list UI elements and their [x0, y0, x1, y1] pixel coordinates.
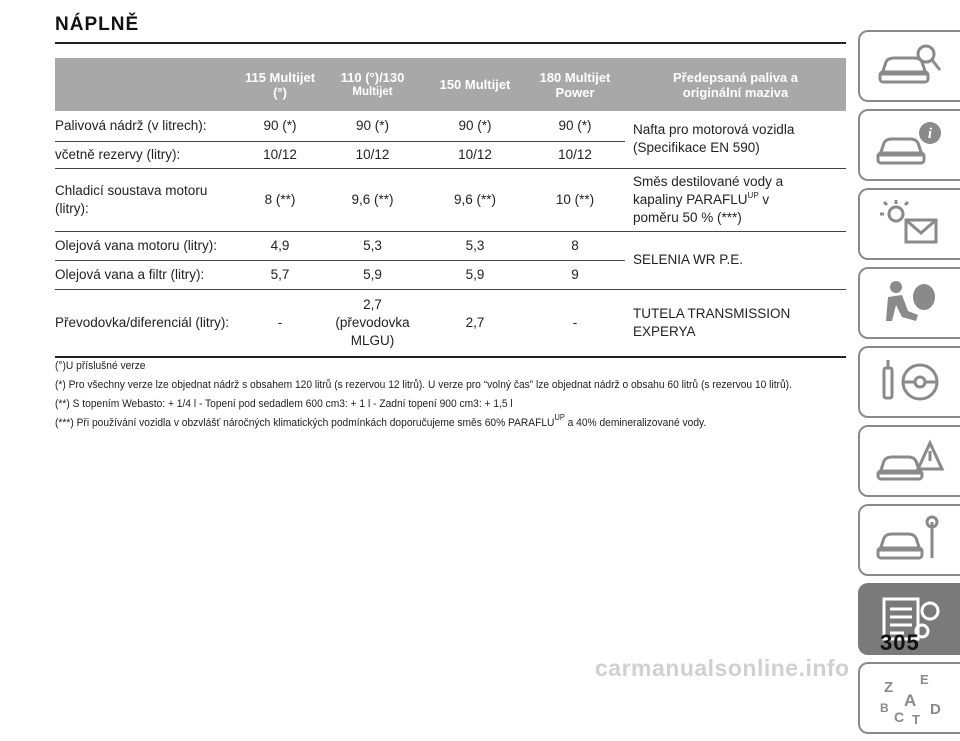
header-blank — [55, 58, 240, 111]
cell-value: 5,3 — [320, 231, 425, 260]
cell-value: 90 (*) — [320, 111, 425, 141]
cell-value: 9,6 (**) — [425, 168, 525, 231]
car-wrench-icon — [874, 512, 946, 568]
row-label: Palivová nádrž (v litrech): — [55, 111, 240, 141]
cell-value: 10/12 — [240, 141, 320, 168]
svg-text:i: i — [927, 126, 933, 142]
header-110-130-multijet: 110 (°)/130 Multijet — [320, 58, 425, 111]
row-label: Převodovka/diferenciál (litry): — [55, 289, 240, 357]
cell-value: 8 — [525, 231, 625, 260]
cell-value: 90 (*) — [425, 111, 525, 141]
cell-value: 8 (**) — [240, 168, 320, 231]
title-divider — [55, 42, 846, 44]
spec-oil: SELENIA WR P.E. — [625, 231, 846, 289]
car-search-icon — [874, 38, 946, 94]
cell-value: 9 — [525, 260, 625, 289]
fluids-table — [55, 58, 846, 358]
svg-text:D: D — [930, 701, 941, 718]
page-number: 305 — [880, 630, 920, 655]
header-150-multijet: 150 Multijet — [425, 58, 525, 111]
tab-info[interactable] — [858, 109, 960, 181]
cell-value: 5,9 — [320, 260, 425, 289]
cell-value: - — [240, 289, 320, 357]
steering-wheel-icon — [874, 354, 946, 410]
cell-value: 2,7 (převodovka MLGU) — [320, 289, 425, 357]
spec-transmission: TUTELA TRANSMISSION EXPERYA — [625, 289, 846, 357]
header-115-multijet: 115 Multijet (°) — [240, 58, 320, 111]
tab-lights[interactable] — [858, 188, 960, 260]
header-180-multijet-power: 180 Multijet Power — [525, 58, 625, 111]
table-header-row — [55, 58, 846, 111]
row-label: Olejová vana motoru (litry): — [55, 231, 240, 260]
spec-fuel: Nafta pro motorová vozidla (Specifikace EN 590) — [625, 111, 846, 168]
svg-text:B: B — [880, 701, 889, 715]
tab-index[interactable] — [858, 662, 960, 734]
car-info-icon — [874, 117, 946, 173]
footnote: (°)U příslušné verze — [55, 360, 146, 372]
header-prescribed-fluids: Předepsaná paliva a originální maziva — [625, 58, 846, 111]
footnote: (*) Pro všechny verze lze objednat nádrž s obsahem 120 litrů (s rezervou 12 litrů). U verze pro “volný čas” lze objednat nádrž o obsahu 60 litrů (s rezervou 10 litrů). — [55, 379, 792, 391]
spec-coolant: Směs destilované vody a kapaliny $PARAFLU^{UP}$ v poměru 50 % (***) — [625, 168, 846, 231]
footnote: (**) S topením Webasto: + 1/4 l - Topení pod sedadlem 600 cm3: + 1 l - Zadní topení 900 cm3: + 1,5 l — [55, 398, 513, 410]
page-title: NÁPLNĚ — [55, 14, 140, 35]
cell-value: 90 (*) — [525, 111, 625, 141]
cell-value: 10/12 — [320, 141, 425, 168]
svg-text:A: A — [904, 691, 917, 710]
tab-driving[interactable] — [858, 346, 960, 418]
watermark: carmanualsonline.info — [595, 655, 850, 681]
airbag-safety-icon — [874, 275, 946, 331]
table-row — [55, 168, 846, 231]
cell-value: 5,7 — [240, 260, 320, 289]
warning-light-envelope-icon — [874, 196, 946, 252]
svg-text:C: C — [894, 709, 905, 725]
row-label: Olejová vana a filtr (litry): — [55, 260, 240, 289]
cell-value: 90 (*) — [240, 111, 320, 141]
tab-dashboard[interactable] — [858, 30, 960, 102]
cell-value: 10/12 — [525, 141, 625, 168]
tab-emergency[interactable] — [858, 425, 960, 497]
cell-value: 2,7 — [425, 289, 525, 357]
car-warning-triangle-icon — [874, 433, 946, 489]
row-label: Chladicí soustava motoru (litry): — [55, 168, 240, 231]
footnotes — [55, 357, 799, 433]
footnote: (***) Při používání vozidla v obzvlášť náročných klimatických podmínkách doporučujeme směs 60% $PARAFLU^{UP}$ a 40% demineralizované vody. — [55, 413, 707, 429]
tab-safety[interactable] — [858, 267, 960, 339]
cell-value: 10 (**) — [525, 168, 625, 231]
table-row — [55, 231, 846, 260]
table-row — [55, 289, 846, 357]
cell-value: 5,9 — [425, 260, 525, 289]
cell-value: 5,3 — [425, 231, 525, 260]
cell-value: 4,9 — [240, 231, 320, 260]
cell-value: 9,6 (**) — [320, 168, 425, 231]
svg-text:E: E — [920, 672, 929, 687]
svg-text:Z: Z — [884, 679, 894, 696]
cell-value: 10/12 — [425, 141, 525, 168]
row-label: včetně rezervy (litry): — [55, 141, 240, 168]
svg-text:T: T — [912, 712, 920, 726]
alphabet-index-icon — [874, 670, 946, 726]
cell-value: - — [525, 289, 625, 357]
table-row — [55, 111, 846, 141]
tab-maintenance[interactable] — [858, 504, 960, 576]
